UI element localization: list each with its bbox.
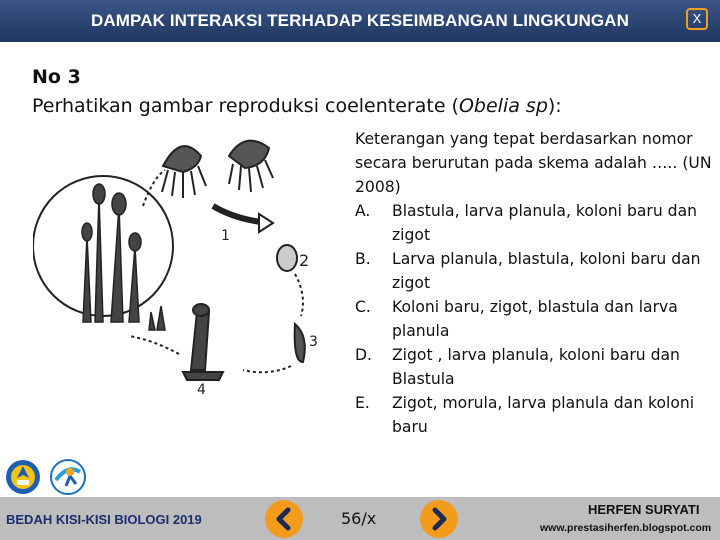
figure-label-3: 3: [309, 334, 318, 350]
question-number: No 3: [32, 66, 81, 88]
footer-title: BEDAH KISI-KISI BIOLOGI 2019: [6, 512, 202, 527]
option-text: Zigot, morula, larva planula dan koloni baru: [392, 394, 695, 436]
option-letter: C.: [355, 298, 371, 316]
option-letter: E.: [355, 394, 370, 412]
slide-title: DAMPAK INTERAKSI TERHADAP KESEIMBANGAN LINGKUNGAN: [91, 11, 629, 30]
answer-options: [355, 199, 715, 439]
option-letter: D.: [355, 346, 372, 364]
figure-label-4: 4: [197, 382, 206, 398]
website-link[interactable]: www.prestasiherfen.blogspot.com: [540, 522, 712, 534]
prev-button[interactable]: [265, 500, 303, 538]
option-letter: B.: [355, 250, 371, 268]
chevron-left-icon: [265, 500, 303, 538]
question-text-after: ):: [547, 95, 562, 117]
student-logo: [48, 458, 88, 496]
close-button[interactable]: X: [686, 8, 708, 30]
option-c[interactable]: [355, 295, 715, 343]
page-number: 56/x: [341, 509, 377, 528]
next-button[interactable]: [420, 500, 458, 538]
question-text-before: Perhatikan gambar reproduksi coelenterate (: [32, 95, 459, 117]
tut-wuri-logo: [3, 458, 43, 496]
option-e[interactable]: [355, 391, 715, 439]
author-name: HERFEN SURYATI: [588, 502, 700, 517]
option-letter: A.: [355, 202, 371, 220]
stage-2-zygote: [277, 245, 297, 271]
chevron-right-icon: [420, 500, 458, 538]
question-panel: [355, 127, 715, 439]
question-text: [32, 95, 562, 117]
figure-label-1: 1: [221, 228, 230, 244]
option-text: Larva planula, blastula, koloni baru dan zigot: [392, 250, 701, 292]
option-text: Koloni baru, zigot, blastula dan larva planula: [392, 298, 678, 340]
species-name: Obelia sp: [458, 95, 548, 117]
figure-label-2: 2: [299, 251, 310, 270]
option-text: Blastula, larva planula, koloni baru dan zigot: [392, 202, 698, 244]
option-b[interactable]: [355, 247, 715, 295]
option-d[interactable]: [355, 343, 715, 391]
option-text: Zigot , larva planula, koloni baru dan Blastula: [392, 346, 680, 388]
option-a[interactable]: [355, 199, 715, 247]
obelia-life-cycle-diagram: [33, 126, 345, 402]
question-description: Keterangan yang tepat berdasarkan nomor secara berurutan pada skema adalah ….. (UN 2008): [355, 130, 712, 196]
